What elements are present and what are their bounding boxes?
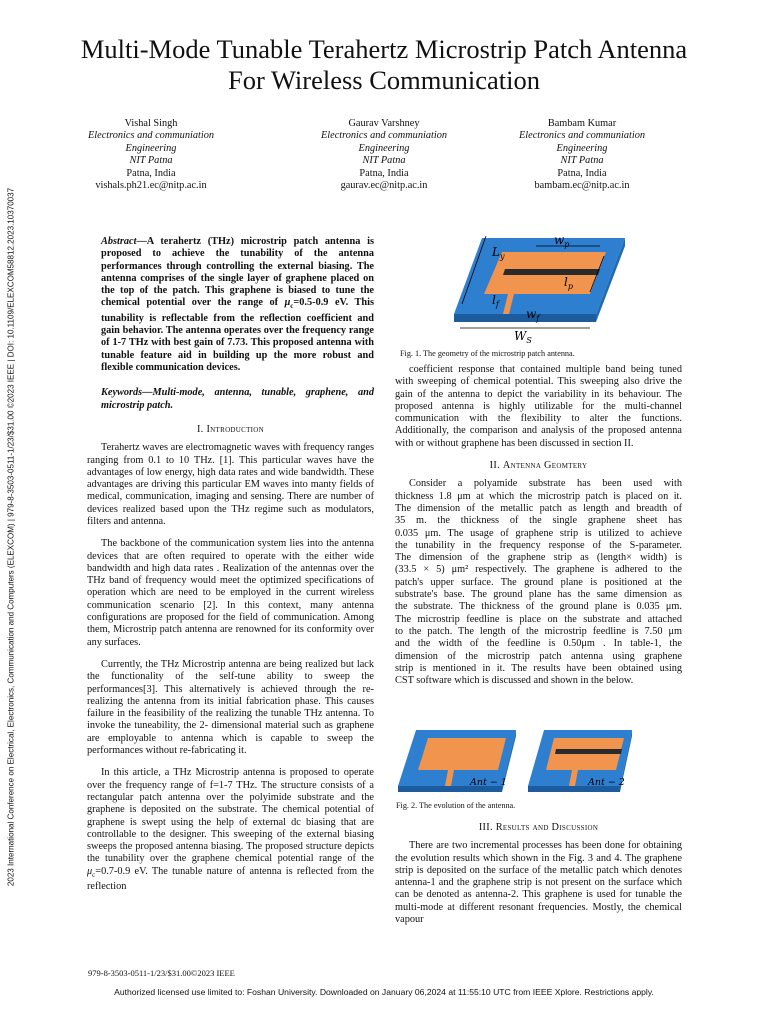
figure-1-antenna-geometry: [440, 226, 630, 344]
intro-paragraph-3: Currently, the THz Microstrip antenna are being realized but lack the functionality of the self-tune ability to sweep the performances[3]. This alternatively is achieved through the re-realizing the antenna from its initial fabrication phase. This causes failure in the feasibility of the realizing the tunable THz antenna. To invoke the tuneability, the 2- dimensional material such as graphene are employable to antenna which is capable to sweep the performances without re-fabricating it.: [87, 658, 374, 757]
author-block-2: [294, 118, 474, 192]
authorized-use-notice: Authorized licensed use limited to: Foshan University. Downloaded on January 06,2024 at 11:55:10 UTC from IEEE Xplore. Restrictions apply.: [114, 987, 654, 997]
substrate-front-face: [454, 314, 596, 322]
intro-paragraph-2: The backbone of the communication system lies into the antenna devices that are often required to operate with the either wide bandwidth and high data rates . Realization of the antennas over the THz band of frequency would meet the optimized specifications of operation which are need to be employed in the current wireless communication scenario [2]. In this context, many antenna configurations are proposed for the field of communication. Among them, Microstrip patch antenna are renowned for its conformity over any surfaces.: [87, 538, 374, 648]
geometry-line: (33.5 × 5) μm² respectively. The graphene is adhered to the: [395, 564, 682, 576]
ant1-label: Ant − 1: [470, 777, 507, 788]
author-name: Vishal Singh: [124, 118, 178, 129]
geometry-line: and the width of the feedline is 0.50μm . In table-1, the: [395, 638, 682, 650]
label-ws: $W_S$: [514, 329, 532, 344]
geometry-line: substrate's base. The ground plane has the same dimension as: [395, 589, 682, 601]
geometry-line: The microstrip feedline is place on the substrate and attached: [395, 613, 682, 625]
ant1-patch: [418, 738, 506, 770]
geometry-line: 0.035 μm. The usage of graphene strip is utilized to achieve: [395, 527, 682, 539]
section-heading-geometry: II. Antenna Geomtery: [489, 460, 588, 472]
author-institute: NIT Patna: [362, 155, 406, 167]
geometry-line: dimension of the microstrip patch antenna using graphene: [395, 650, 682, 662]
intro-paragraph-1: Terahertz waves are electromagnetic waves with frequency ranges ranging from 0.1 to 10 THz. [1]. This particular waves have the advantages of low energy, high data rates and wide bandwidth. These advantages are driving this particular EM waves into manty fields of medical, communication, imaging and sensing. There are number of devices realized based upon the THz regime such as modulators, filters and antenna.: [87, 442, 374, 527]
geometry-line: Consider a polyamide substrate has been used with: [409, 478, 682, 490]
author-location: Patna, India: [126, 167, 176, 179]
right-paragraph-1: coefficient response that contained multiple band being tuned with sweeping of chemical potential. This sweeping also drive the gain of the antenna to depict the variability in its behaviour. The proposed antenna is highly utilizable for the multi-channel communication with the flexibility to alter the functions. Additionally, the comparison and analysis of the proposed antenna with or without graphene has been discussed in section II.: [395, 364, 682, 449]
geometry-line: The dimension of the graphene strip as (length× width) is: [395, 552, 682, 564]
author-name: Gaurav Varshney: [348, 118, 420, 129]
author-email: gaurav.ec@nitp.ac.in: [340, 180, 428, 192]
section-heading-results: III. Results and Discussion: [478, 822, 599, 833]
geometry-line: The dimension of the metallic patch as length and breadth of: [395, 502, 682, 514]
geometry-line: CST software which is discussed and shown in the below.: [395, 675, 634, 687]
geometry-line: strip is mentioned in it. The results have been obtained using: [395, 662, 682, 674]
author-email: vishals.ph21.ec@nitp.ac.in: [95, 180, 207, 192]
left-column: [87, 236, 374, 893]
label-lp: $l_p$: [564, 275, 573, 291]
author-location: Patna, India: [359, 167, 409, 179]
author-institute: NIT Patna: [560, 155, 604, 167]
results-paragraph: There are two incremental processes has been done for obtaining the evolution results which shown in the Fig. 3 and 4. The graphene strip is deposited on the surface of the metallic patch which denotes antenna-1 and the graphene strip is not present on the surface which can be denoted as antenna-2. This graphene is used for tunable the multi-mode at different resonant frequencies. Mostly, the chemical vapour: [395, 840, 682, 926]
author-affiliation: Electronics and communiation: [320, 130, 448, 142]
figure-1-caption: Fig. 1. The geometry of the microstrip patch antenna.: [400, 349, 575, 358]
label-lf: $l_f$: [492, 293, 499, 309]
label-wf: $w_f$: [526, 307, 540, 323]
right-column: [395, 364, 682, 687]
author-institute: NIT Patna: [129, 155, 173, 167]
label-ly: $L_y$: [492, 245, 505, 261]
figure-2-caption: Fig. 2. The evolution of the antenna.: [396, 801, 516, 810]
geometry-line: to the patch. The length of the microstrip feedline is 7.50 μm: [395, 625, 682, 637]
figure-2-antenna-evolution: [394, 726, 634, 800]
label-wp: $w_p$: [554, 233, 570, 249]
paper-title: Multi-Mode Tunable Terahertz Microstrip Patch Antenna For Wireless Communication: [80, 34, 688, 95]
geometry-line: the substrate. The thickness of the ground plane is 0.035 μm.: [395, 601, 682, 613]
ant2-label: Ant − 2: [588, 777, 625, 788]
author-email: bambam.ec@nitp.ac.in: [534, 180, 630, 192]
abstract: Abstract—A terahertz (THz) microstrip patch antenna is proposed to achieve the tunability of the antenna performances through controlling the external biasing. The antenna comprises of the single layer of graphene placed on the top of the patch. This graphene is biased to tune the chemical potential over the range of $\mu_c=0.5-0.9$ eV. This tunability is reflectable from the reflection coefficient and gain behavior. The antenna operates over the frequency range of 1-7 THz with best gain of 7.73. This proposed antenna with tunable feature aid in building up the more robust and flexible communication devices.: [101, 236, 374, 374]
geometry-line: 35 m. the thickness of the single graphene sheet has: [395, 515, 682, 527]
keywords: Keywords—Multi-mode, antenna, tunable, graphene, and microstrip patch.: [101, 387, 374, 411]
geometry-line: thickness 1.8 μm at which the microstrip patch is placed on it.: [395, 490, 682, 502]
ant2-graphene-strip: [555, 749, 622, 754]
author-affiliation: Electronics and communiation: [87, 130, 215, 142]
graphene-strip: [503, 269, 600, 275]
sidebar-doi-text: 2023 International Conference on Electrical, Electronics, Communication and Computers (ELEXCOM) | 979-8-3503-0511-1/23/$31.00 ©2023 IEEE | DOI: 10.1109/ELEXCOM58812.2023.10370037: [6, 187, 16, 887]
geometry-line: patch's upper surface. The ground plane is positioned at the: [395, 576, 682, 588]
section-heading-introduction: I. Introduction: [196, 423, 265, 435]
intro-paragraph-4: In this article, a THz Microstrip antenna is proposed to operate over the frequency range of f=1-7 THz. The structure consists of a rectangular patch antenna over the polyimide substrate and the graphene is deposited on the substrate. The chemical potential of graphene is swept using the help of external dc biasing that are controllable to the designer. This sweeping of the external biasing sweeps the proposed antenna biasing. The proposed structure depicts the tunability over the graphene chemical potential range of the $\mu_c=0.7-0.9$ eV. The tunable nature of antenna is reflected from the reflection: [87, 767, 374, 893]
author-affiliation-2: Engineering: [358, 142, 410, 154]
geometry-paragraph: [395, 478, 682, 687]
author-location: Patna, India: [557, 167, 607, 179]
author-name: Bambam Kumar: [547, 118, 617, 129]
footer-isbn: 979-8-3503-0511-1/23/$31.00©2023 IEEE: [88, 968, 235, 978]
author-block-3: [492, 118, 672, 192]
author-affiliation-2: Engineering: [556, 142, 608, 154]
author-affiliation-2: Engineering: [125, 142, 177, 154]
author-affiliation: Electronics and communiation: [518, 130, 646, 142]
geometry-line: the tunability in the frequency response of the S-parameter.: [395, 539, 682, 551]
author-block-1: [61, 118, 241, 192]
results-block: [395, 822, 682, 926]
